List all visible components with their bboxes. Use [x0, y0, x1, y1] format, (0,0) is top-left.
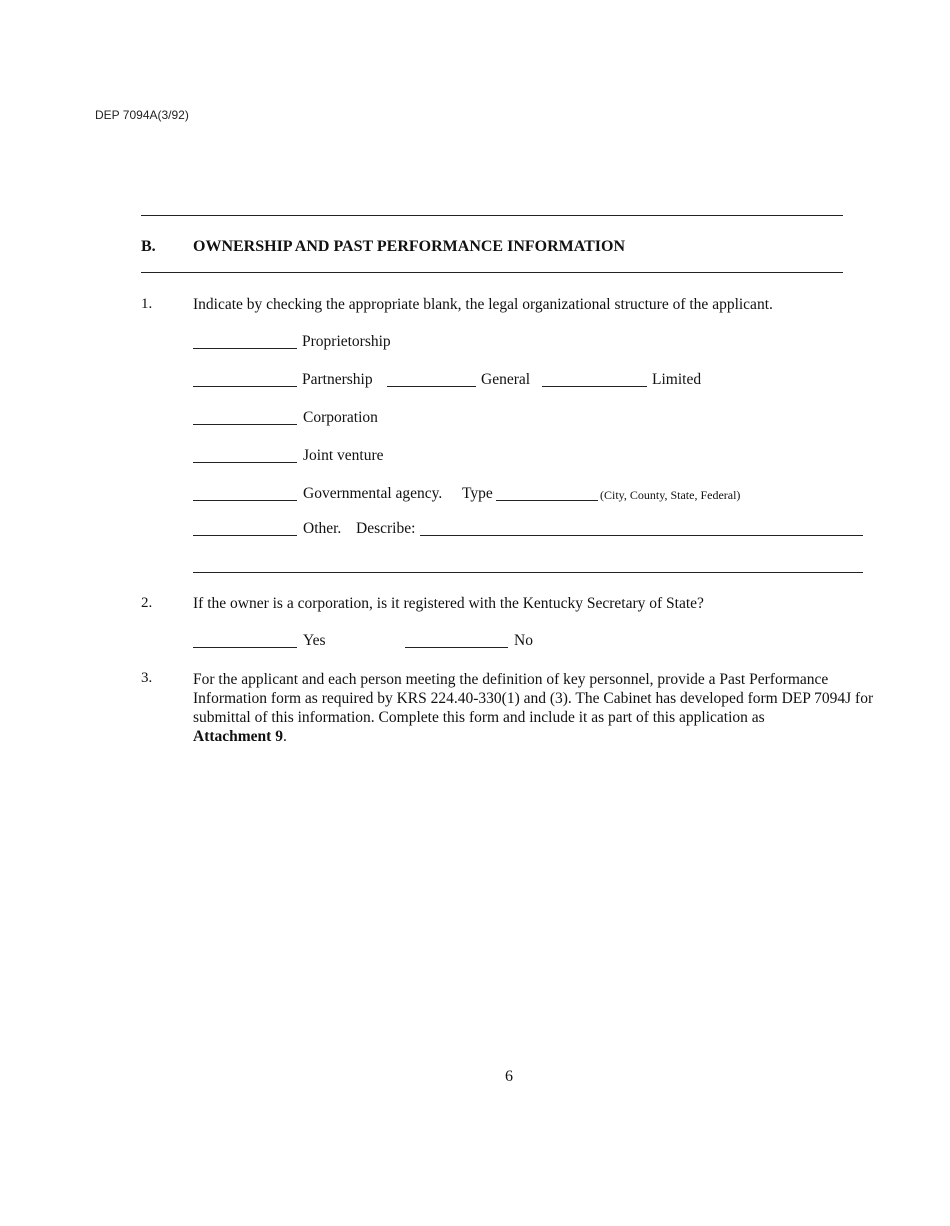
q2-text: If the owner is a corporation, is it registered with the Kentucky Secretary of State? [193, 595, 704, 612]
form-id: DEP 7094A(3/92) [95, 108, 189, 122]
describe-line-2[interactable] [193, 572, 863, 573]
proprietorship-label: Proprietorship [302, 333, 391, 350]
other-blank[interactable] [193, 535, 297, 536]
limited-blank[interactable] [542, 386, 647, 387]
q3-number: 3. [141, 670, 153, 686]
describe-label: Describe: [356, 520, 416, 537]
type-label: Type [462, 485, 493, 502]
yes-label: Yes [303, 632, 326, 649]
corporation-label: Corporation [303, 409, 378, 426]
describe-line-1[interactable] [420, 535, 863, 536]
page-number: 6 [505, 1068, 513, 1085]
joint-venture-blank[interactable] [193, 462, 297, 463]
governmental-label: Governmental agency. [303, 485, 443, 502]
q3-paragraph [193, 670, 883, 746]
q3-period: . [282, 728, 287, 745]
proprietorship-blank[interactable] [193, 348, 297, 349]
section-title: OWNERSHIP AND PAST PERFORMANCE INFORMATION [193, 238, 626, 255]
governmental-blank[interactable] [193, 500, 297, 501]
attachment-label: Attachment 9 [193, 728, 283, 745]
no-blank[interactable] [405, 647, 508, 648]
type-hint: (City, County, State, Federal) [600, 488, 741, 502]
section-bottom-rule [141, 272, 843, 273]
other-label: Other. [303, 520, 342, 537]
joint-venture-label: Joint venture [303, 447, 384, 464]
section-top-rule [141, 215, 843, 216]
q2-number: 2. [141, 595, 153, 611]
partnership-blank[interactable] [193, 386, 297, 387]
general-label: General [481, 371, 531, 388]
no-label: No [514, 632, 533, 649]
q1-number: 1. [141, 296, 153, 312]
q3-text: For the applicant and each person meeting the definition of key personnel, provide a Past Performance Information form as required by KRS 224.40-330(1) and (3). The Cabinet has developed form DEP 7094J for submittal of this information. Complete this form and include it as part of this application as [193, 671, 874, 726]
general-blank[interactable] [387, 386, 476, 387]
yes-blank[interactable] [193, 647, 297, 648]
corporation-blank[interactable] [193, 424, 297, 425]
q1-text: Indicate by checking the appropriate blank, the legal organizational structure of the applicant. [193, 296, 773, 313]
limited-label: Limited [652, 371, 702, 388]
type-blank[interactable] [496, 500, 598, 501]
section-letter: B. [141, 238, 156, 255]
partnership-label: Partnership [302, 371, 373, 388]
